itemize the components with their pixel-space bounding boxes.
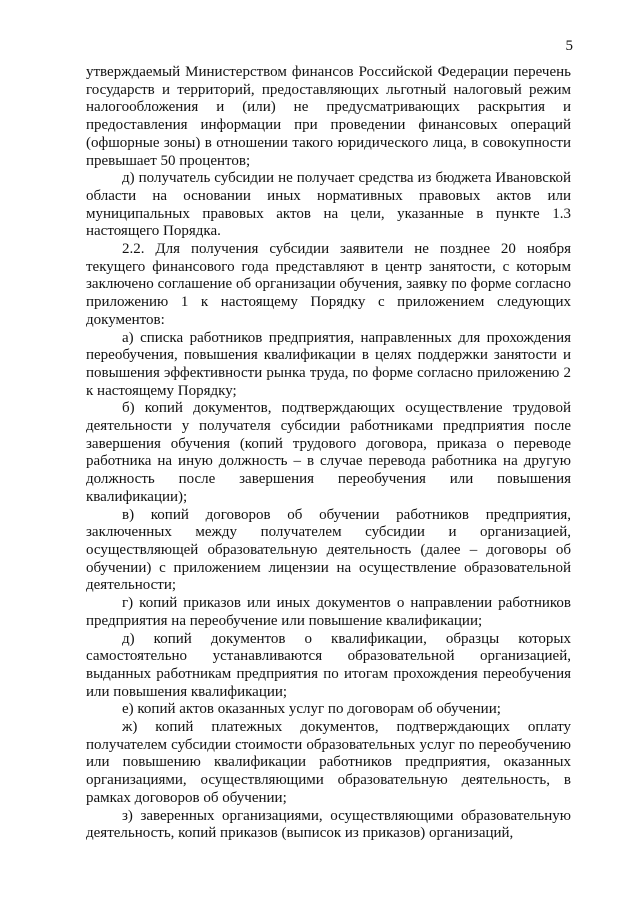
list-item-e: е) копий актов оказанных услуг по договорам об обучении; <box>122 701 501 718</box>
paragraph-item-d-recipient: д) получатель субсидии не получает средства из бюджета Ивановской области на основании иных нормативных правовых актов или муниципальных правовых актов на цели, указанные в пункте 1.3 настоящего Порядка. <box>86 170 571 240</box>
paragraph-continuation: утверждаемый Министерством финансов Российской Федерации перечень государств и территорий, предоставляющих льготный налоговый режим налогообложения и (или) не предусматривающих раскрытия и предоставления информации при проведении финансовых операций (офшорные зоны) в отношении такого юридического лица, в совокупности превышает 50 процентов; <box>86 64 571 169</box>
list-item-d: д) копий документов о квалификации, образцы которых самостоятельно устанавливаются образовательной организацией, выданных работникам предприятия по итогам прохождения переобучения или повышения квалификации; <box>86 630 571 700</box>
list-item-a: а) списка работников предприятия, направленных для прохождения переобучения, повышения квалификации в целях поддержки занятости и повышения эффективности рынка труда, по форме согласно приложению 2 к настоящему Порядку; <box>86 329 571 399</box>
list-item-g: г) копий приказов или иных документов о направлении работников предприятия на переобучение или повышение квалификации; <box>86 595 571 629</box>
paragraph-2-2: 2.2. Для получения субсидии заявители не позднее 20 ноября текущего финансового года представляют в центр занятости, с которым заключено соглашение об организации обучения, заявку по форме согласно приложению 1 к настоящему Порядку с приложением следующих документов: <box>86 241 571 328</box>
list-item-v: в) копий договоров об обучении работников предприятия, заключенных между получателем субсидии и организацией, осуществляющей образовательную деятельность (далее – договоры об обучении) с приложением лицензии на осуществление образовательной деятельности; <box>86 506 571 594</box>
list-item-b: б) копий документов, подтверждающих осуществление трудовой деятельности у получателя субсидии работниками предприятия после завершения обучения (копий трудового договора, приказа о переводе работника на иную должность – в случае перевода работника на другую должность после завершения переобучения или повышения квалификации); <box>86 400 571 505</box>
page-number: 5 <box>565 38 573 54</box>
list-item-zh: ж) копий платежных документов, подтверждающих оплату получателем субсидии стоимости образовательных услуг по переобучению или повышению квалификации работников предприятия, оказанных организациями, осуществляющими образовательную деятельность, в рамках договоров об обучении; <box>86 719 571 806</box>
document-body <box>86 64 571 843</box>
list-item-z: з) заверенных организациями, осуществляющими образовательную деятельность, копий приказов (выписок из приказов) организаций, <box>86 807 571 842</box>
